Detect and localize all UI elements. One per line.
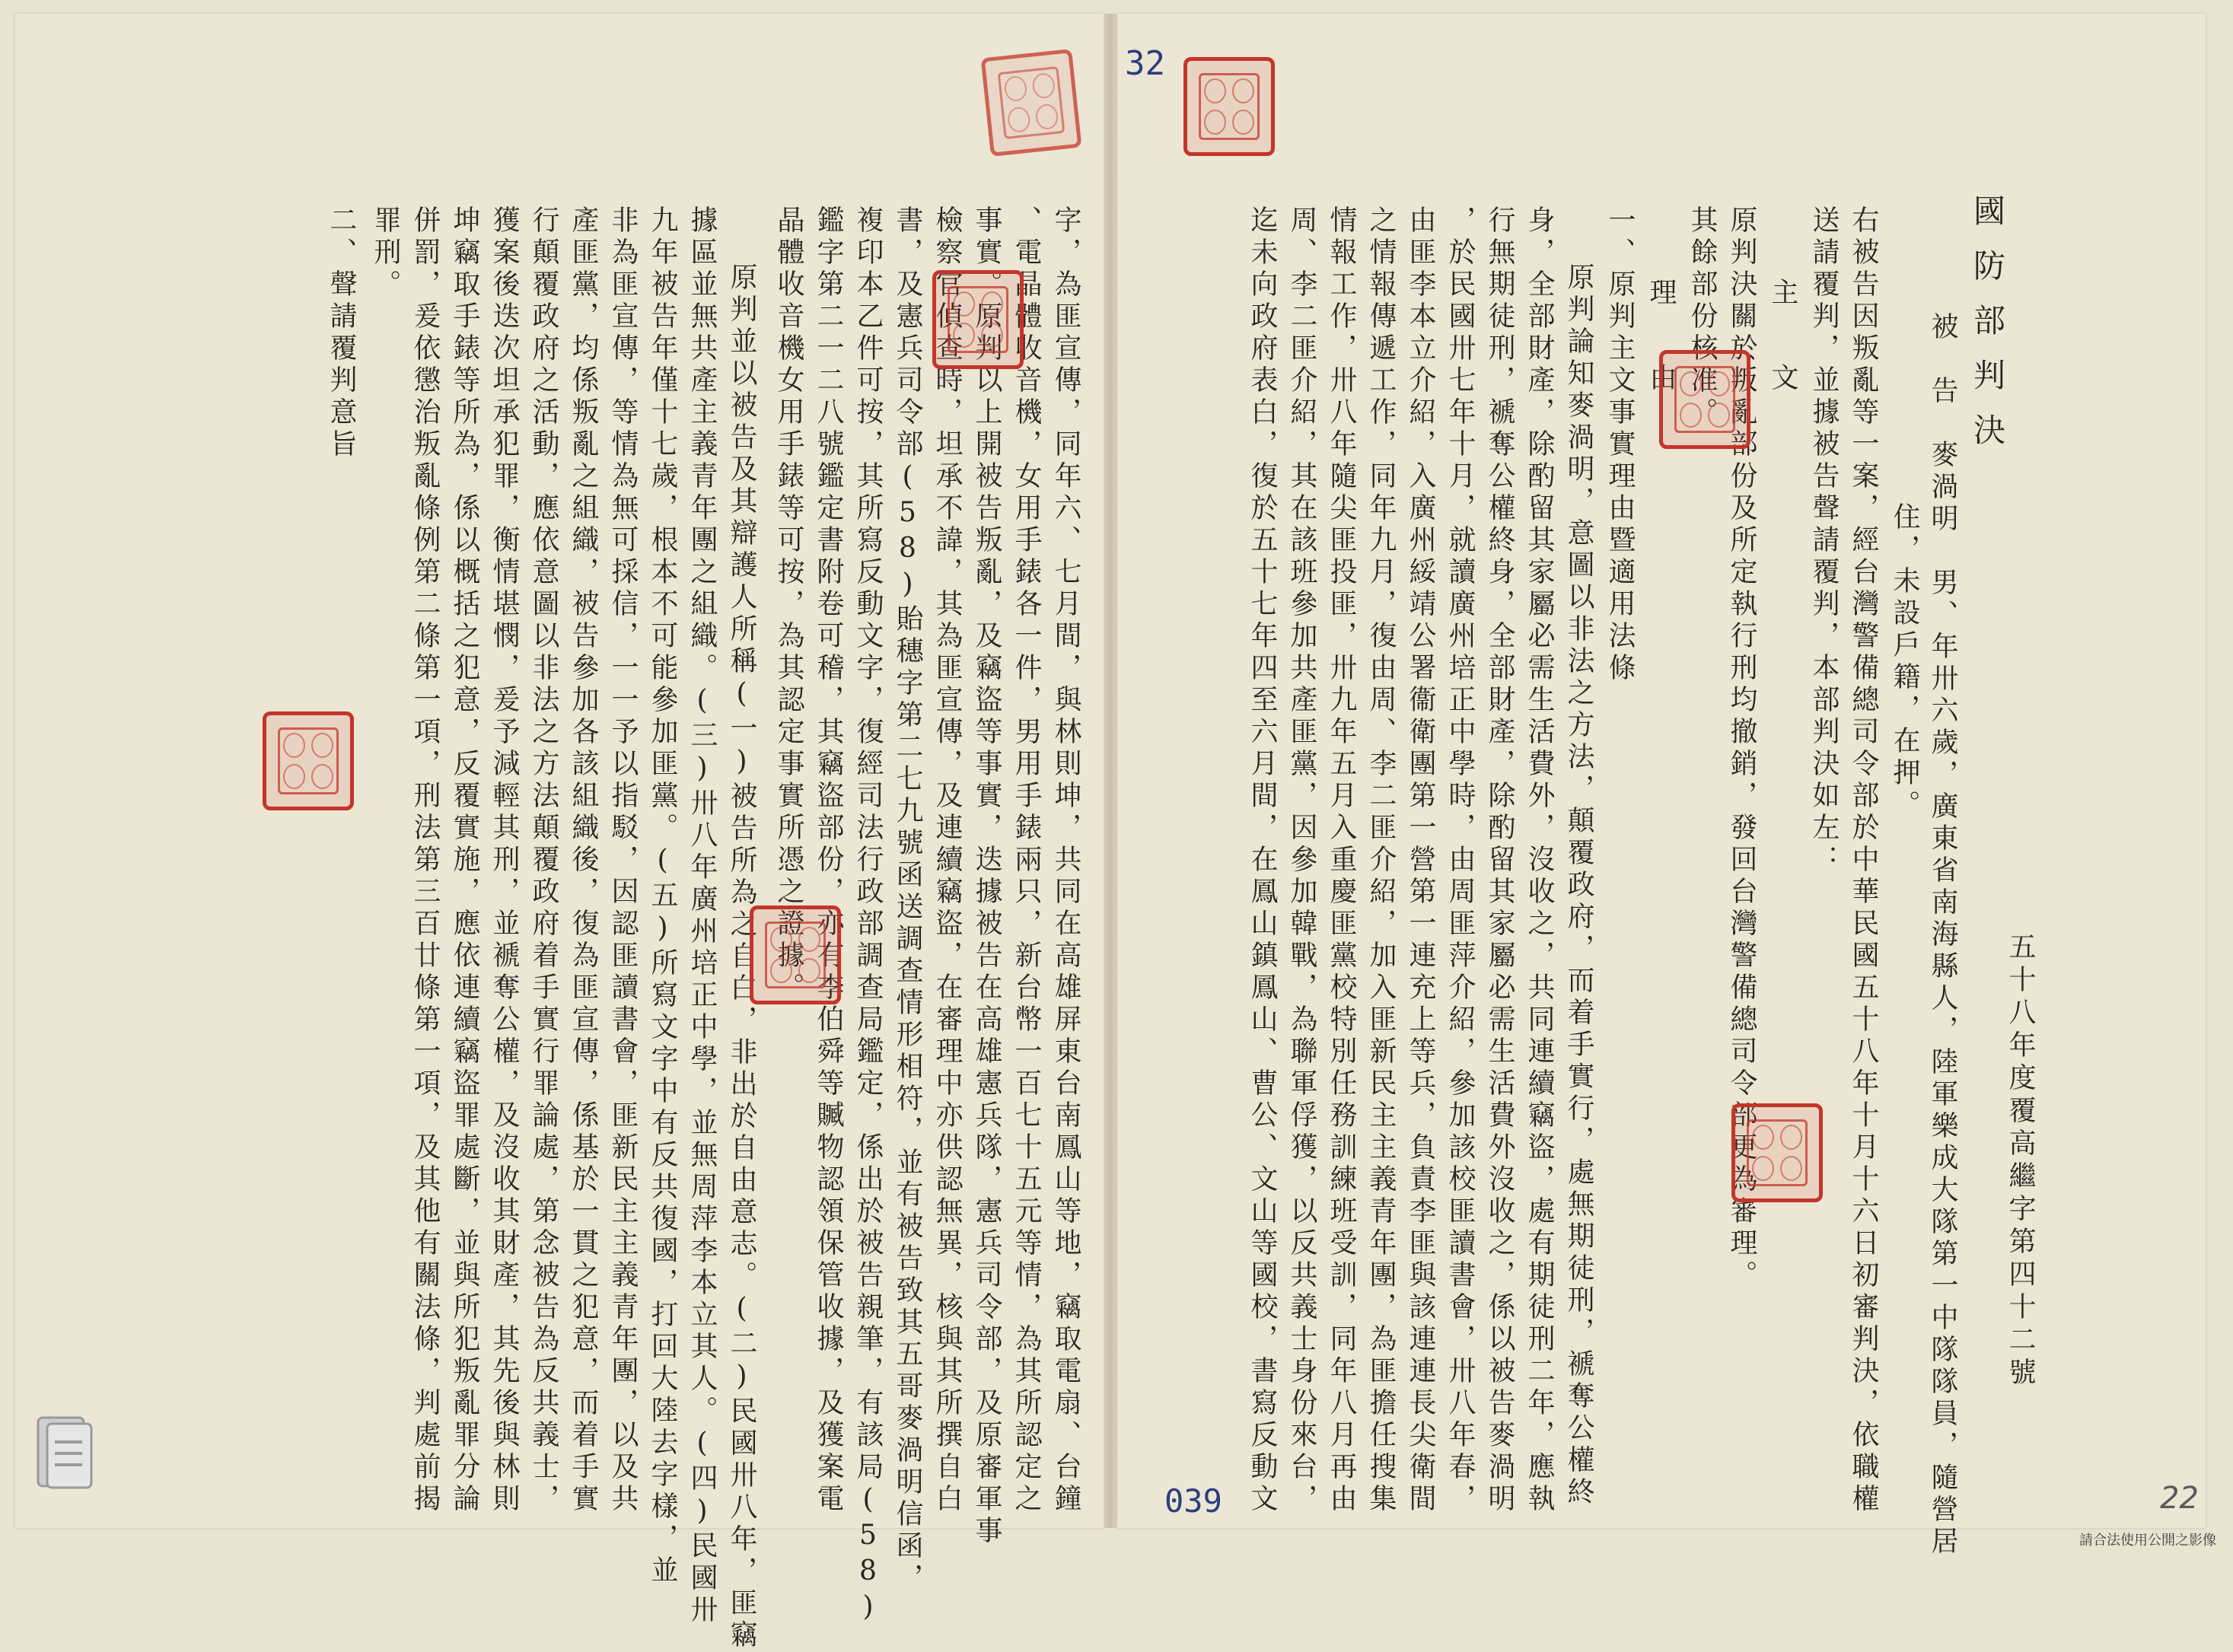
right-body-line-2: 身，全部財產，除酌留其家屬必需生活費外，沒收之，共同連續竊盜，處有期徒刑二年，應執 [1524, 205, 1555, 1516]
archive-book-icon [32, 1412, 100, 1491]
zhuwen-line-2: 其餘部份核准。 [1687, 205, 1718, 429]
left-body-line-9: 原判並以被告及其辯護人所稱(一)被告所為之自白，非出於自由意志。(二)民國卅八年，匪竊 [726, 263, 757, 1652]
right-page [1117, 14, 2206, 1528]
left-body-line-8: 晶體收音機女用手錶等可按，為其認定事實所憑之證據。 [773, 205, 804, 1004]
left-body-line-15: 獲案後迭次坦承犯罪，衡情堪憫，爰予減輕其刑，並褫奪公權，及沒收其財產，其先後與林則 [489, 205, 520, 1516]
defendant-line: 被 告 麥渦明 男、年卅六歲，廣東省南海縣人，陸軍樂成大隊第一中隊隊員，隨營居 [1927, 312, 1958, 1558]
section1-title: 一、原判主文事實理由暨適用法條 [1604, 205, 1636, 685]
liyou-heading: 理 由 [1645, 278, 1677, 406]
left-body-line-2: 、電晶體收音機，女用手錶各一件，男用手錶兩只，新台幣一百七十五元等情，為其所認定之 [1011, 205, 1042, 1516]
left-body-line-18: 罪刑。 [370, 205, 401, 301]
left-body-line-7: 鑑字第二一二八號鑑定書附卷可稽，其竊盜部份，亦有李伯舜等贓物認領保管收據，及獲案電 [813, 205, 844, 1516]
bottom-page-number: 039 [1164, 1482, 1222, 1520]
left-body-line-4: 檢察官偵查時，坦承不諱，其為匪宣傳，及連續竊盜，在審理中亦供認無異，核與其所撰自白 [932, 205, 963, 1516]
left-body-line-1: 字，為匪宣傳，同年六、七月間，與林則坤，共同在高雄屏東台南鳳山等地，竊取電扇、台鐘 [1050, 205, 1081, 1516]
seal-stamp [1183, 57, 1275, 156]
pencil-note: 22 [2160, 1481, 2199, 1516]
left-body-line-3: 事實。原判以上開被告叛亂，及竊盜等事實，迭據被告在高雄憲兵隊，憲兵司令部，及原審軍事 [971, 205, 1002, 1548]
left-body-line-12: 非為匪宣傳，等情為無可採信，一一予以指駁，因認匪讀書會，匪新民主主義青年團，以及共 [607, 205, 639, 1516]
left-body-line-5: 書，及憲兵司令部(58)貽穗字第二七九號函送調查情形相符，並有被告致其五哥麥渦明信函， [892, 205, 923, 1595]
page-fold [1104, 14, 1117, 1528]
seal-stamp [932, 270, 1024, 369]
usage-notice: 請合法使用公開之影像 [2079, 1533, 2216, 1549]
right-body-line-4: ，於民國卅七年十月，就讀廣州培正中學時，由周匪萍介紹，參加該校匪讀書會，卅八年春， [1445, 205, 1476, 1516]
seal-stamp [263, 711, 354, 810]
section2-title: 二、聲請覆判意旨 [326, 205, 357, 461]
top-page-number: 32 [1125, 44, 1165, 83]
right-body-line-8: 周、李二匪介紹，其在該班參加共產匪黨，因參加韓戰，為聯軍俘獲，以反共義士身份來台， [1286, 205, 1317, 1516]
left-body-line-14: 行顛覆政府之活動，應依意圖以非法之方法顛覆政府着手實行罪論處，第念被告為反共義士， [528, 205, 559, 1516]
seal-stamp [1731, 1103, 1823, 1202]
judgment-title: 國防部判決 [1969, 194, 2006, 468]
seal-stamp [750, 906, 841, 1004]
seal-stamp [1659, 350, 1750, 449]
left-body-line-6: 複印本乙件可按，其所寫反動文字，復經司法行政部調查局鑑定，係出於被告親筆，有該局(58) [852, 205, 884, 1627]
intro-line-1: 右被告因叛亂等一案，經台灣警備總司令部於中華民國五十八年十月十六日初審判決，依職權 [1848, 205, 1879, 1516]
right-body-line-6: 之情報傳遞工作，同年九月，復由周、李二匪介紹，加入匪新民主主義青年團，為匪擔任搜集 [1365, 205, 1397, 1516]
left-body-line-17: 併罰，爰依懲治叛亂條例第二條第一項，刑法第三百廿條第一項，及其他有關法條，判處前揭 [409, 205, 441, 1516]
seal-stamp [981, 49, 1082, 157]
left-body-line-11: 九年被告年僅十七歲，根本不可能參加匪黨。(五)所寫文字中有反共復國，打回大陸去字樣，並 [647, 205, 678, 1587]
right-body-line-3: 行無期徒刑，褫奪公權終身，全部財產，除酌留其家屬必需生活費外沒收之，係以被告麥渦明 [1484, 205, 1515, 1516]
case-number: 五十八年度覆高繼字第四十二號 [2005, 932, 2036, 1390]
right-body-line-9: 迄未向政府表白，復於五十七年四至六月間，在鳳山鎮鳳山、曹公、文山等國校，書寫反動文 [1247, 205, 1278, 1516]
intro-line-2: 送請覆判，並據被告聲請覆判，本部判決如左： [1808, 205, 1840, 877]
right-body-line-7: 情報工作，卅八年隨尖匪投匪，卅九年五月入重慶匪黨校特別任務訓練班受訓，同年八月再由 [1326, 205, 1357, 1516]
defendant-cont: 住，未設戶籍，在押。 [1889, 502, 1920, 822]
zhuwen-heading: 主 文 [1767, 278, 1798, 406]
left-body-line-13: 產匪黨，均係叛亂之組織，被告參加各該組織後，復為匪宣傳，係基於一貫之犯意，而着手實 [568, 205, 599, 1516]
right-body-line-1: 原判論知麥渦明，意圖以非法之方法，顛覆政府，而着手實行，處無期徒刑，褫奪公權終 [1563, 263, 1594, 1509]
zhuwen-line-1: 原判決關於叛亂部份及所定執行刑均撤銷，發回台灣警備總司令部更為審理。 [1726, 205, 1757, 1292]
left-body-line-10: 據區並無共產主義青年團之組織。(三)卅八年廣州培正中學，並無周萍李本立其人。(四)民國卅 [686, 205, 718, 1627]
left-body-line-16: 坤竊取手錶等所為，係以概括之犯意，反覆實施，應依連續竊盜罪處斷，並與所犯叛亂罪分論 [449, 205, 480, 1516]
right-body-line-5: 由匪李本立介紹，入廣州綏靖公署衞衛團第一營第一連充上等兵，負責李匪與該連連長尖衛間 [1405, 205, 1436, 1516]
